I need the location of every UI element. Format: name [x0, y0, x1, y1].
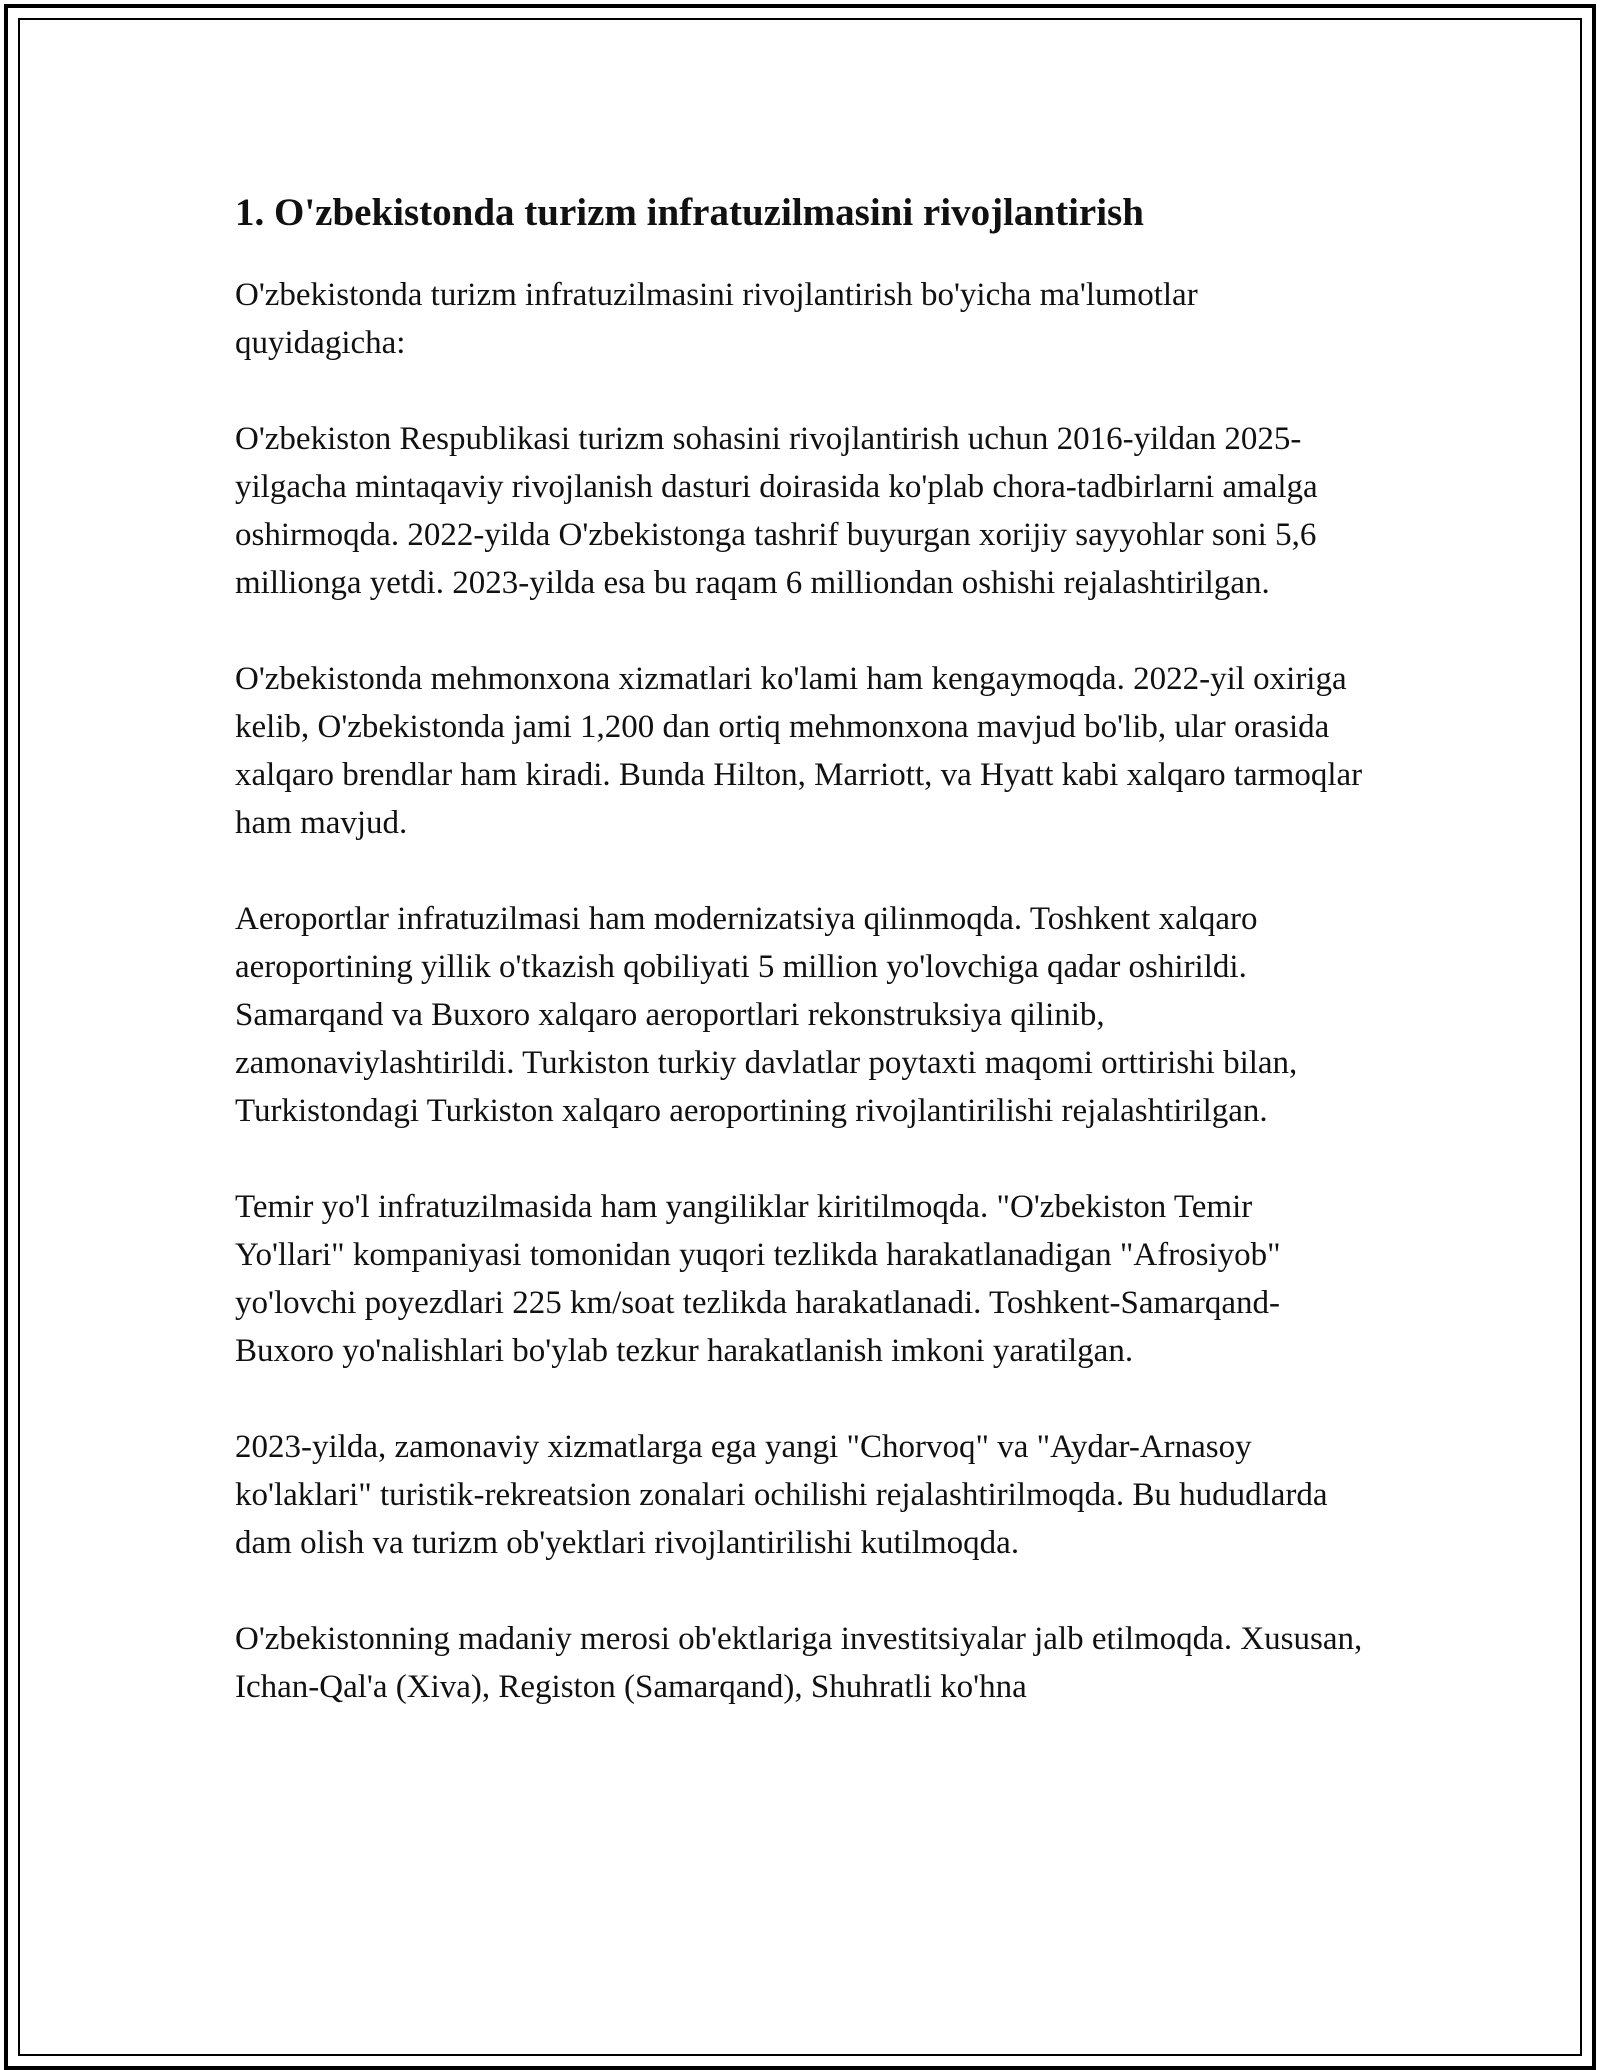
- section-heading: 1. O'zbekistonda turizm infratuzilmasini rivojlantirish: [235, 191, 1144, 234]
- paragraph-airports: Aeroportlar infratuzilmasi ham modernizatsiya qilinmoqda. Toshkent xalqaro aeroportining yillik o'tkazish qobiliyati 5 million yo'lovchiga qadar oshirildi. Samarqand va Buxoro xalqaro aeroportlari rekonstruksiya qilinib, zamonaviylashtirildi. Turkiston turkiy davlatlar poytaxti maqomi orttirishi bilan, Turkistondagi Turkiston xalqaro aeroportining rivojlantirilishi rejalashtirilgan.: [235, 901, 1298, 1129]
- paragraph-tourism-program: O'zbekiston Respublikasi turizm sohasini rivojlantirish uchun 2016-yildan 2025-yilgacha mintaqaviy rivojlanish dasturi doirasida ko'plab chora-tadbirlarni amalga oshirmoqda. 2022-yilda O'zbekistonga tashrif buyurgan xorijiy sayyohlar soni 5,6 millionga yetdi. 2023-yilda esa bu raqam 6 milliondan oshishi rejalashtirilgan.: [235, 421, 1318, 601]
- paragraph-railways: Temir yo'l infratuzilmasida ham yangiliklar kiritilmoqda. "O'zbekiston Temir Yo'llari" kompaniyasi tomonidan yuqori tezlikda harakatlanadigan "Afrosiyob" yo'lovchi poyezdlari 225 km/soat tezlikda harakatlanadi. Toshkent-Samarqand-Buxoro yo'nalishlari bo'ylab tezkur harakatlanish imkoni yaratilgan.: [235, 1189, 1281, 1369]
- paragraph-cultural-heritage: O'zbekistonning madaniy merosi ob'ektlariga investitsiyalar jalb etilmoqda. Xususan, Ichan-Qal'a (Xiva), Registon (Samarqand), Shuhratli ko'hna: [235, 1621, 1363, 1705]
- paragraph-hotels: O'zbekistonda mehmonxona xizmatlari ko'lami ham kengaymoqda. 2022-yil oxiriga kelib, O'zbekistonda jami 1,200 dan ortiq mehmonxona mavjud bo'lib, ular orasida xalqaro brendlar ham kiradi. Bunda Hilton, Marriott, va Hyatt kabi xalqaro tarmoqlar ham mavjud.: [235, 661, 1363, 841]
- document-body: [235, 185, 1365, 1759]
- paragraph-intro: O'zbekistonda turizm infratuzilmasini rivojlantirish bo'yicha ma'lumotlar quyidagicha:: [235, 277, 1198, 361]
- paragraph-recreation-zones: 2023-yilda, zamonaviy xizmatlarga ega yangi "Chorvoq" va "Aydar-Arnasoy ko'laklari" turistik-rekreatsion zonalari ochilishi rejalashtirilmoqda. Bu hududlarda dam olish va turizm ob'yektlari rivojlantirilishi kutilmoqda.: [235, 1429, 1328, 1561]
